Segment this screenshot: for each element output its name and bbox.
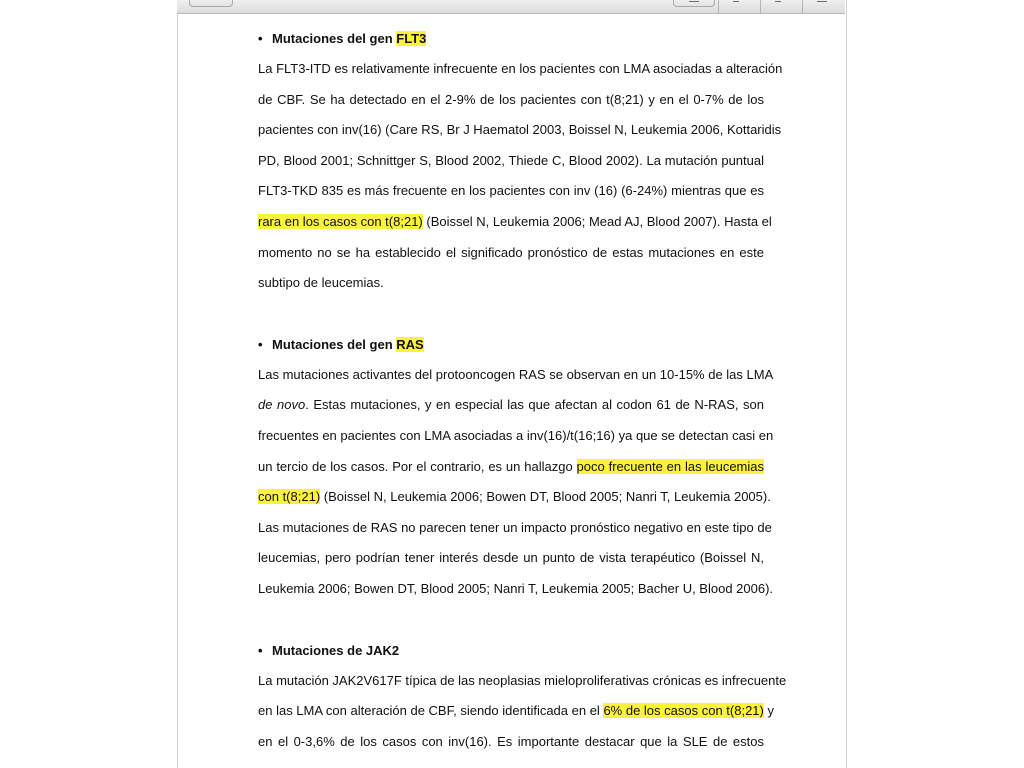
paragraph-line: La mutación JAK2V617F típica de las neoplasias mieloproliferativas crónicas es infrecuente [258, 672, 787, 688]
paragraph-line [258, 482, 771, 513]
paragraph-line [258, 207, 772, 238]
paragraph-line: momento no se ha establecido el significado pronóstico de estas mutaciones en este [258, 244, 764, 260]
toolbar-separator [718, 0, 719, 13]
line-text: . Estas mutaciones, y en especial las que afectan al codon 61 de N-RAS, son [305, 397, 764, 413]
section-gap [258, 299, 764, 330]
paragraph-line: frecuentes en pacientes con LMA asociadas a inv(16)/t(16;16) ya que se detectan casi en [258, 427, 774, 443]
bullet-icon: • [258, 642, 263, 658]
highlighted-text: poco frecuente en las leucemias [576, 458, 764, 474]
page-icon[interactable] [689, 0, 699, 2]
paragraph-line: subtipo de leucemias. [258, 275, 384, 291]
highlighted-text: rara en los casos con t(8;21) [258, 213, 423, 229]
bullet-icon: • [258, 336, 263, 352]
paragraph-line [258, 452, 764, 483]
line-text: y [763, 703, 774, 719]
paragraph-line: La FLT3-ITD es relativamente infrecuente en los pacientes con LMA asociadas a alteración [258, 61, 783, 76]
highlighted-text: con t(8;21) [258, 489, 321, 505]
paragraph-line: en el 0-3,6% de los casos con inv(16). Es importante destacar que la SLE de estos [258, 733, 764, 749]
section-heading [258, 330, 764, 360]
heading-highlight: RAS [396, 336, 424, 352]
paragraph-line: de CBF. Se ha detectado en el 2-9% de los pacientes con t(8;21) y en el 0-7% de los [258, 91, 764, 107]
heading-highlight: FLT3 [396, 31, 427, 46]
bullet-icon: • [258, 31, 263, 46]
section-heading [258, 24, 764, 54]
line-text: en las LMA con alteración de CBF, siendo identificada en el [258, 703, 604, 719]
paragraph-line: pacientes con inv(16) (Care RS, Br J Haematol 2003, Boissel N, Leukemia 2006, Kottaridis [258, 122, 782, 138]
share-icon[interactable] [733, 0, 739, 2]
heading-text: Mutaciones del gen [272, 336, 397, 352]
section-gap [258, 605, 764, 636]
paragraph-line: PD, Blood 2001; Schnittger S, Blood 2002, Thiede C, Blood 2002). La mutación puntual [258, 152, 764, 168]
heading-text: Mutaciones de JAK2 [272, 642, 400, 658]
toolbar-separator [802, 0, 803, 13]
back-button[interactable] [189, 0, 233, 7]
line-text: (Boissel N, Leukemia 2006; Mead AJ, Blood 2007). Hasta el [422, 213, 772, 229]
line-text: (Boissel N, Leukemia 2006; Bowen DT, Blood 2005; Nanri T, Leukemia 2005). [320, 489, 771, 505]
highlighted-text: 6% de los casos con t(8;21) [603, 703, 764, 719]
paragraph-line [258, 390, 764, 421]
paragraph-line: leucemias, pero podrían tener interés desde un punto de vista terapéutico (Boissel N, [258, 550, 764, 566]
toolbar-separator [760, 0, 761, 13]
viewer-toolbar [177, 0, 845, 14]
paragraph-line: FLT3-TKD 835 es más frecuente en los pacientes con inv (16) (6-24%) mientras que es [258, 183, 764, 199]
zoom-icon[interactable] [775, 0, 781, 2]
paragraph-line: Leukemia 2006; Bowen DT, Blood 2005; Nanri T, Leukemia 2005; Bacher U, Blood 2006). [258, 580, 774, 596]
heading-text: Mutaciones del gen [272, 31, 397, 46]
italic-text: de novo [258, 397, 306, 413]
section-heading [258, 636, 764, 666]
paragraph-line [258, 696, 774, 727]
line-text: un tercio de los casos. Por el contrario, es un hallazgo [258, 458, 577, 474]
document-page [258, 24, 787, 757]
menu-icon[interactable] [817, 0, 827, 2]
paragraph-line: Las mutaciones activantes del protooncogen RAS se observan en un 10-15% de las LMA [258, 366, 774, 382]
paragraph-line: Las mutaciones de RAS no parecen tener un impacto pronóstico negativo en este tipo de [258, 519, 772, 535]
